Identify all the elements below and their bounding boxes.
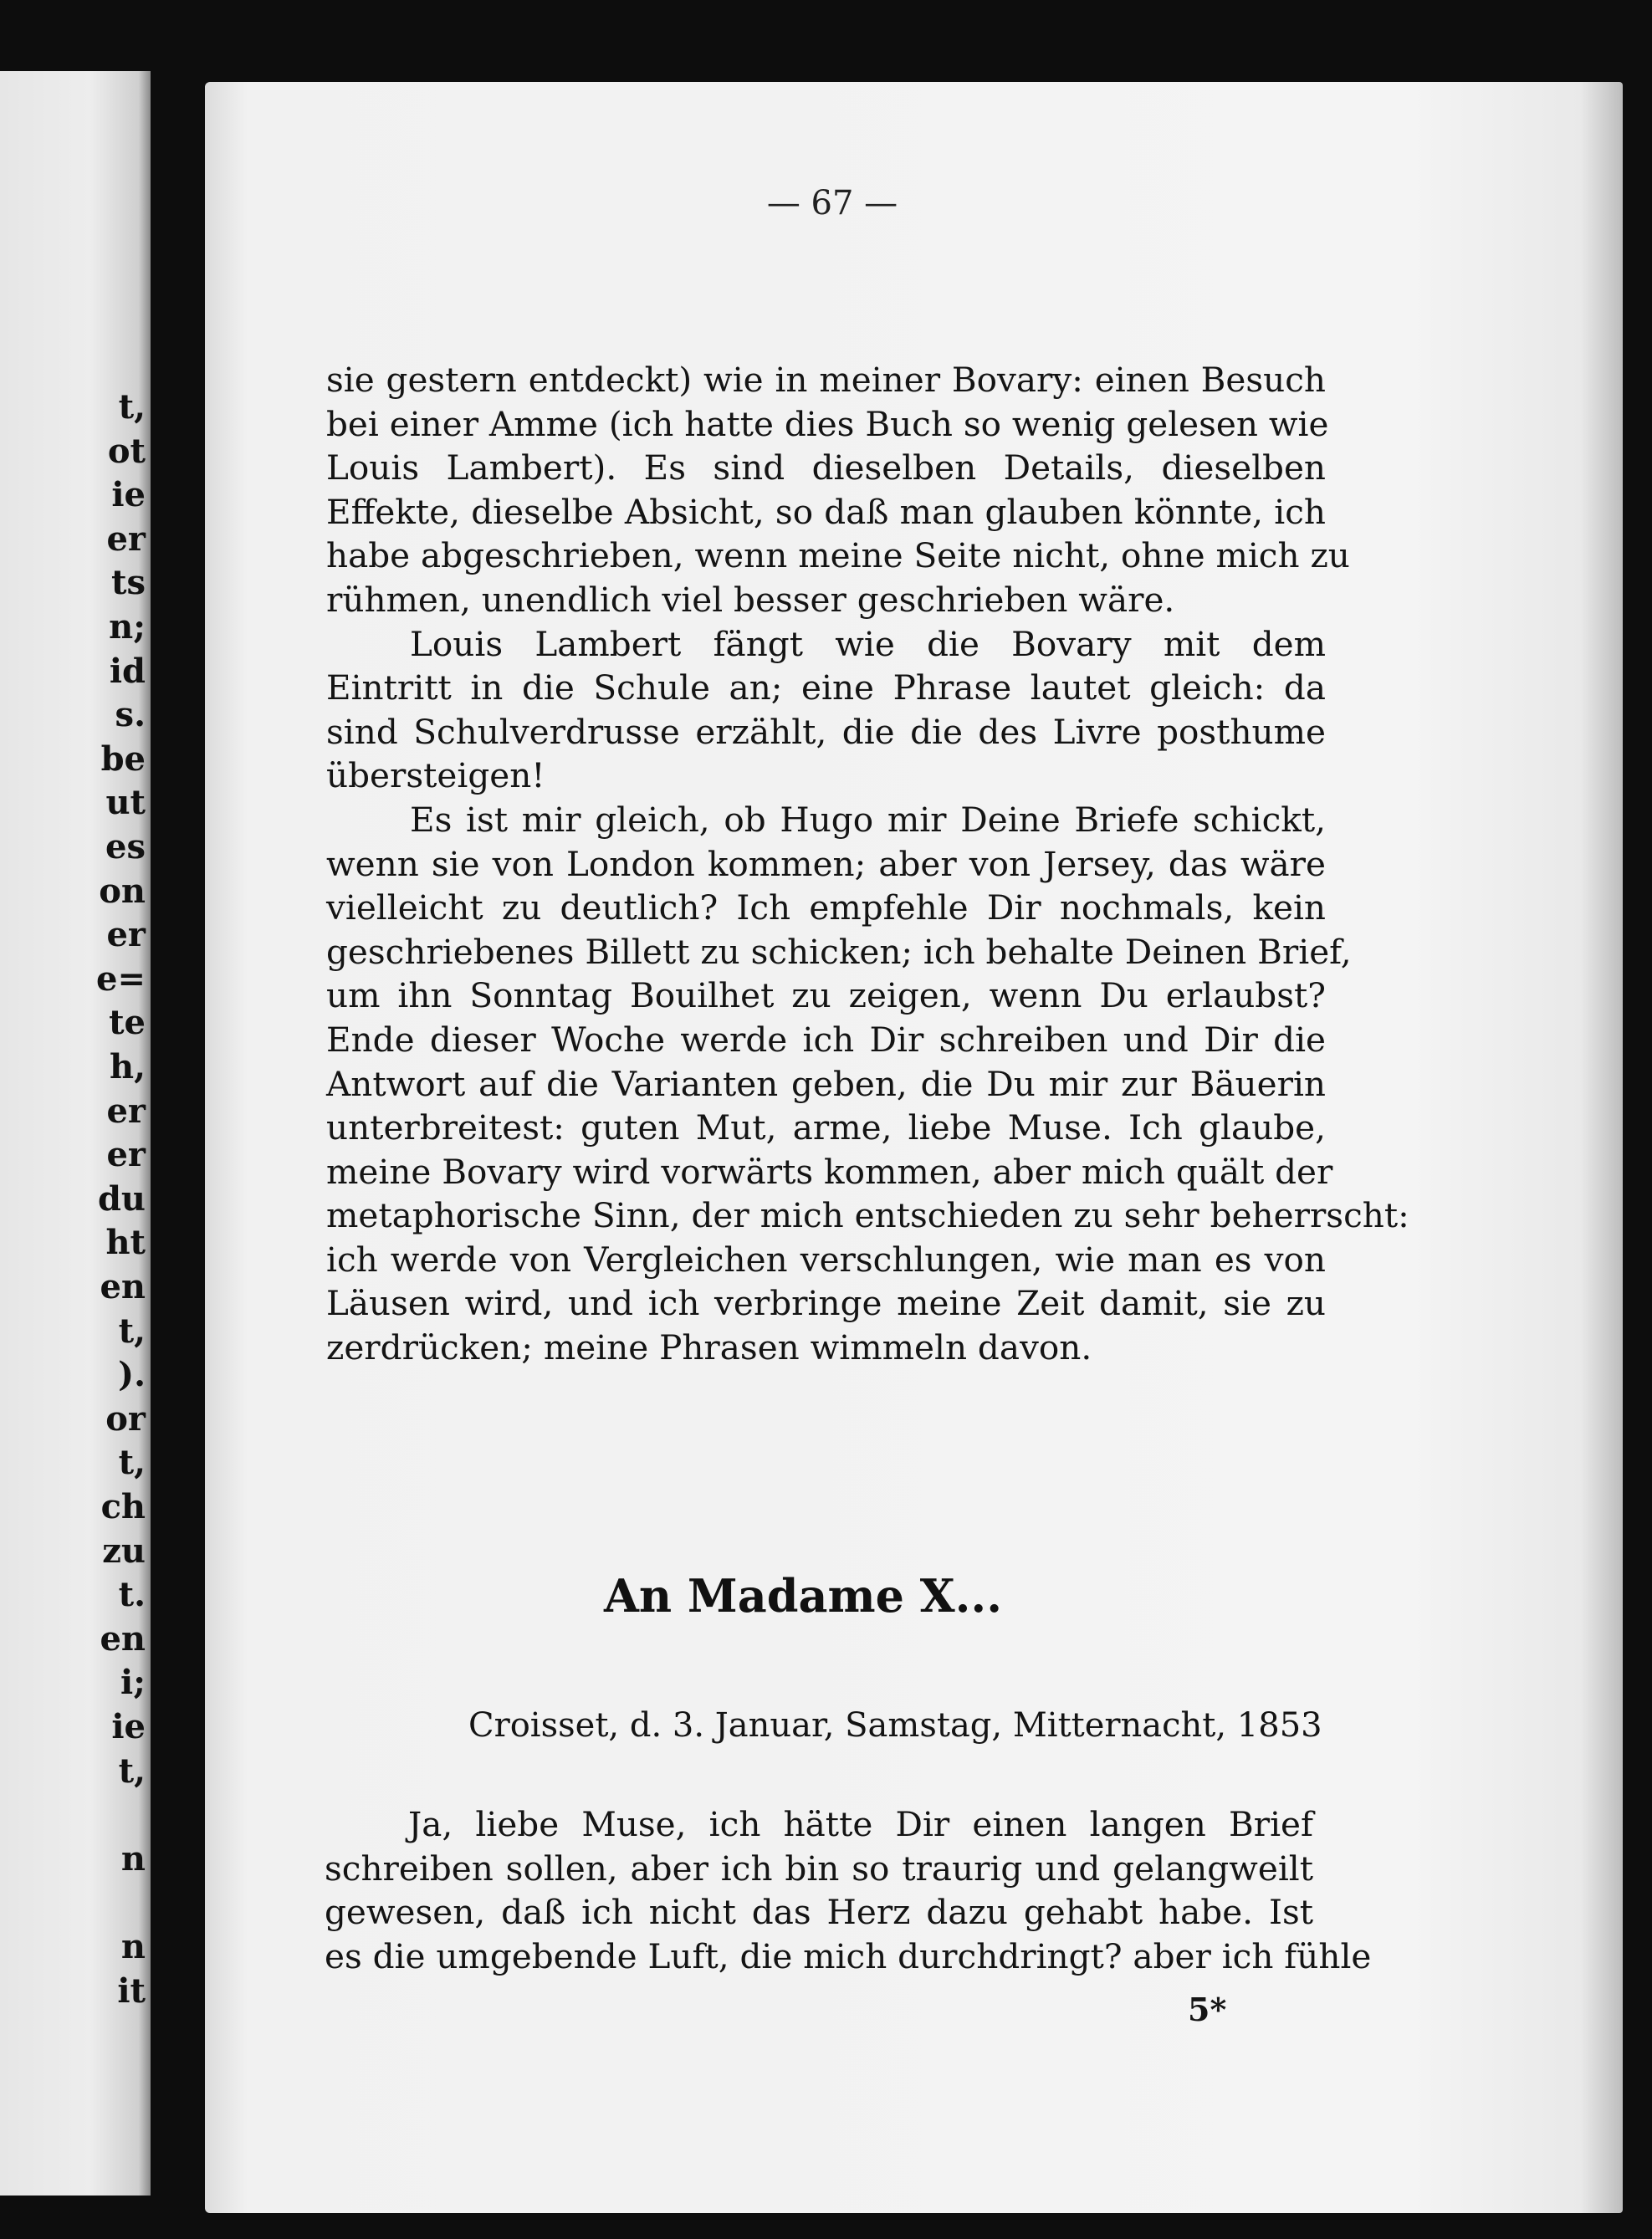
left-page-fragment: t, — [118, 1443, 146, 1483]
text-line: unterbreitest: guten Mut, arme, liebe Muse. Ich glaube, — [326, 1107, 1326, 1148]
text-line: Ja, liebe Muse, ich hätte Dir einen langen Brief — [408, 1804, 1313, 1844]
left-page-fragment: t, — [118, 387, 146, 427]
text-line: ich werde von Vergleichen verschlungen, wie man es von — [326, 1239, 1326, 1280]
left-page-fragment: ot — [107, 431, 146, 471]
left-page-fragment: ch — [100, 1487, 146, 1526]
text-line: schreiben sollen, aber ich bin so traurig und gelangweilt — [325, 1848, 1313, 1889]
text-line: wenn sie von London kommen; aber von Jersey, das wäre — [326, 843, 1326, 884]
left-page-fragment: e= — [96, 958, 146, 999]
text-line: Es ist mir gleich, ob Hugo mir Deine Briefe schickt, — [410, 799, 1326, 840]
text-line: Eintritt in die Schule an; eine Phrase lautet gleich: da — [326, 667, 1326, 708]
text-line: habe abgeschrieben, wenn meine Seite nicht, ohne mich zu — [326, 535, 1350, 576]
left-page-fragment: es — [105, 827, 146, 866]
text-line: Ende dieser Woche werde ich Dir schreiben und Dir die — [326, 1019, 1326, 1060]
left-page-fragment: id — [109, 651, 146, 691]
text-line: rühmen, unendlich viel besser geschrieben wäre. — [326, 579, 1175, 620]
left-page-fragment: t, — [118, 1311, 146, 1351]
left-page-fragment: en — [100, 1618, 146, 1659]
section-title: An Madame X... — [603, 1569, 1003, 1623]
text-line: sind Schulverdrusse erzählt, die die des Livre posthume — [326, 711, 1326, 752]
left-page-fragment: er — [106, 1135, 146, 1175]
text-line: es die umgebende Luft, die mich durchdringt? aber ich fühle — [325, 1935, 1372, 1976]
left-page-fragment: n — [120, 1838, 146, 1879]
left-page-fragment: t. — [118, 1575, 146, 1615]
letter-body-start — [325, 1802, 1372, 1978]
left-page-fragment: n; — [109, 607, 146, 647]
left-page-fragment: ie — [111, 475, 146, 515]
text-line: metaphorische Sinn, der mich entschieden zu sehr beherrscht: — [326, 1195, 1409, 1236]
left-page-fragment: er — [106, 915, 146, 955]
left-page-fragment: te — [109, 1003, 146, 1043]
text-line: Antwort auf die Varianten geben, die Du mir zur Bäuerin — [326, 1063, 1326, 1104]
signature-mark: 5* — [1188, 1991, 1227, 2028]
text-line: gewesen, daß ich nicht das Herz dazu gehabt habe. Ist — [325, 1892, 1313, 1933]
left-page-fragment: ie — [111, 1707, 146, 1746]
text-line: zerdrücken; meine Phrasen wimmeln davon. — [326, 1327, 1092, 1368]
left-page-fragment: on — [99, 871, 146, 911]
left-page-fragment: it — [117, 1971, 146, 2011]
text-line: Louis Lambert fängt wie die Bovary mit dem — [410, 623, 1326, 664]
left-page-fragment: n — [120, 1927, 146, 1966]
letter-dateline: Croisset, d. 3. Januar, Samstag, Mitternacht, 1853 — [468, 1706, 1322, 1745]
left-page-fragment: en — [100, 1267, 146, 1306]
text-line: geschriebenes Billett zu schicken; ich behalte Deinen Brief, — [326, 931, 1352, 972]
text-line: vielleicht zu deutlich? Ich empfehle Dir nochmals, kein — [326, 887, 1326, 928]
left-page-fragment: er — [106, 1091, 146, 1131]
left-page-fragment: ts — [111, 563, 146, 603]
left-page-fragment: zu — [102, 1531, 146, 1571]
text-line: Effekte, dieselbe Absicht, so daß man glauben könnte, ich — [326, 491, 1326, 532]
left-page-fragment: h, — [109, 1047, 146, 1086]
page-number: — 67 — — [766, 184, 898, 222]
text-line: bei einer Amme (ich hatte dies Buch so wenig gelesen wie — [326, 403, 1329, 444]
left-page-fragment: ht — [105, 1223, 146, 1263]
left-page — [0, 71, 151, 2196]
left-page-fragment: be — [100, 739, 146, 779]
left-page-fragment: du — [97, 1178, 146, 1219]
text-line: um ihn Sonntag Bouilhet zu zeigen, wenn Du erlaubst? — [326, 975, 1326, 1016]
left-page-fragment: s. — [115, 695, 146, 735]
text-line: meine Bovary wird vorwärts kommen, aber mich quält der — [326, 1151, 1333, 1192]
left-page-fragment: er — [106, 519, 146, 559]
text-line: Louis Lambert). Es sind dieselben Details, dieselben — [326, 447, 1326, 488]
left-page-fragment: ut — [105, 783, 146, 823]
text-line: sie gestern entdeckt) wie in meiner Bovary: einen Besuch — [326, 360, 1326, 400]
left-page-fragment: ). — [118, 1355, 146, 1395]
letter-body-continuation — [326, 358, 1409, 1370]
left-page-fragment: or — [105, 1398, 146, 1439]
text-line: Läusen wird, und ich verbringe meine Zeit damit, sie zu — [326, 1283, 1326, 1324]
left-page-fragment: i; — [120, 1663, 146, 1703]
left-page-fragment: t, — [118, 1751, 146, 1791]
text-line: übersteigen! — [326, 755, 545, 796]
